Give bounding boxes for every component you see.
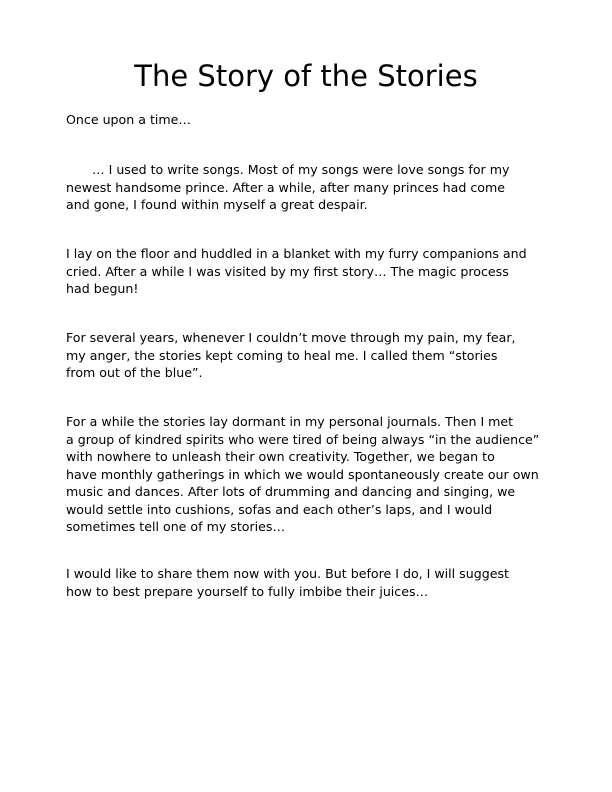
paragraph-line: had begun! [66,281,139,296]
page-title: The Story of the Stories [134,59,478,93]
paragraph-line: For several years, whenever I couldn’t move through my pain, my fear, [66,330,516,345]
paragraph-line: sometimes tell one of my stories… [66,519,286,534]
paragraph-years [66,329,540,382]
paragraph-line: would settle into cushions, sofas and each other’s laps, and I would [66,501,493,517]
paragraph-line: For a while the stories lay dormant in my personal journals. Then I met [66,414,514,429]
paragraph-floor [66,245,540,298]
paragraph-line: have monthly gatherings in which we would spontaneously create our own [66,466,539,482]
paragraph-share [66,565,540,600]
paragraph-line: Once upon a time… [66,112,192,127]
paragraph-line: and gone, I found within myself a great despair. [66,197,368,212]
paragraph-line: music and dances. After lots of drumming and dancing and singing, we [66,484,516,499]
paragraph-songs [66,161,540,214]
paragraph-line: I lay on the floor and huddled in a blanket with my furry companions and [66,246,527,261]
paragraph-line: … I used to write songs. Most of my songs were love songs for my [92,162,510,177]
paragraph-journals [66,413,540,536]
paragraph-line: from out of the blue”. [66,365,203,380]
paragraph-line: newest handsome prince. After a while, after many princes had come [66,179,506,195]
paragraph-line: with nowhere to unleash their own creativity. Together, we began to [66,449,495,464]
paragraph-opening [66,111,540,129]
paragraph-line: cried. After a while I was visited by my first story… The magic process [66,263,509,279]
paragraph-line: I would like to share them now with you. But before I do, I will suggest [66,566,509,581]
paragraph-line: how to best prepare yourself to fully imbibe their juices… [66,583,429,599]
paragraph-line: my anger, the stories kept coming to heal me. I called them “stories [66,347,498,363]
paragraph-line: a group of kindred spirits who were tired of being always “in the audience” [66,431,540,447]
